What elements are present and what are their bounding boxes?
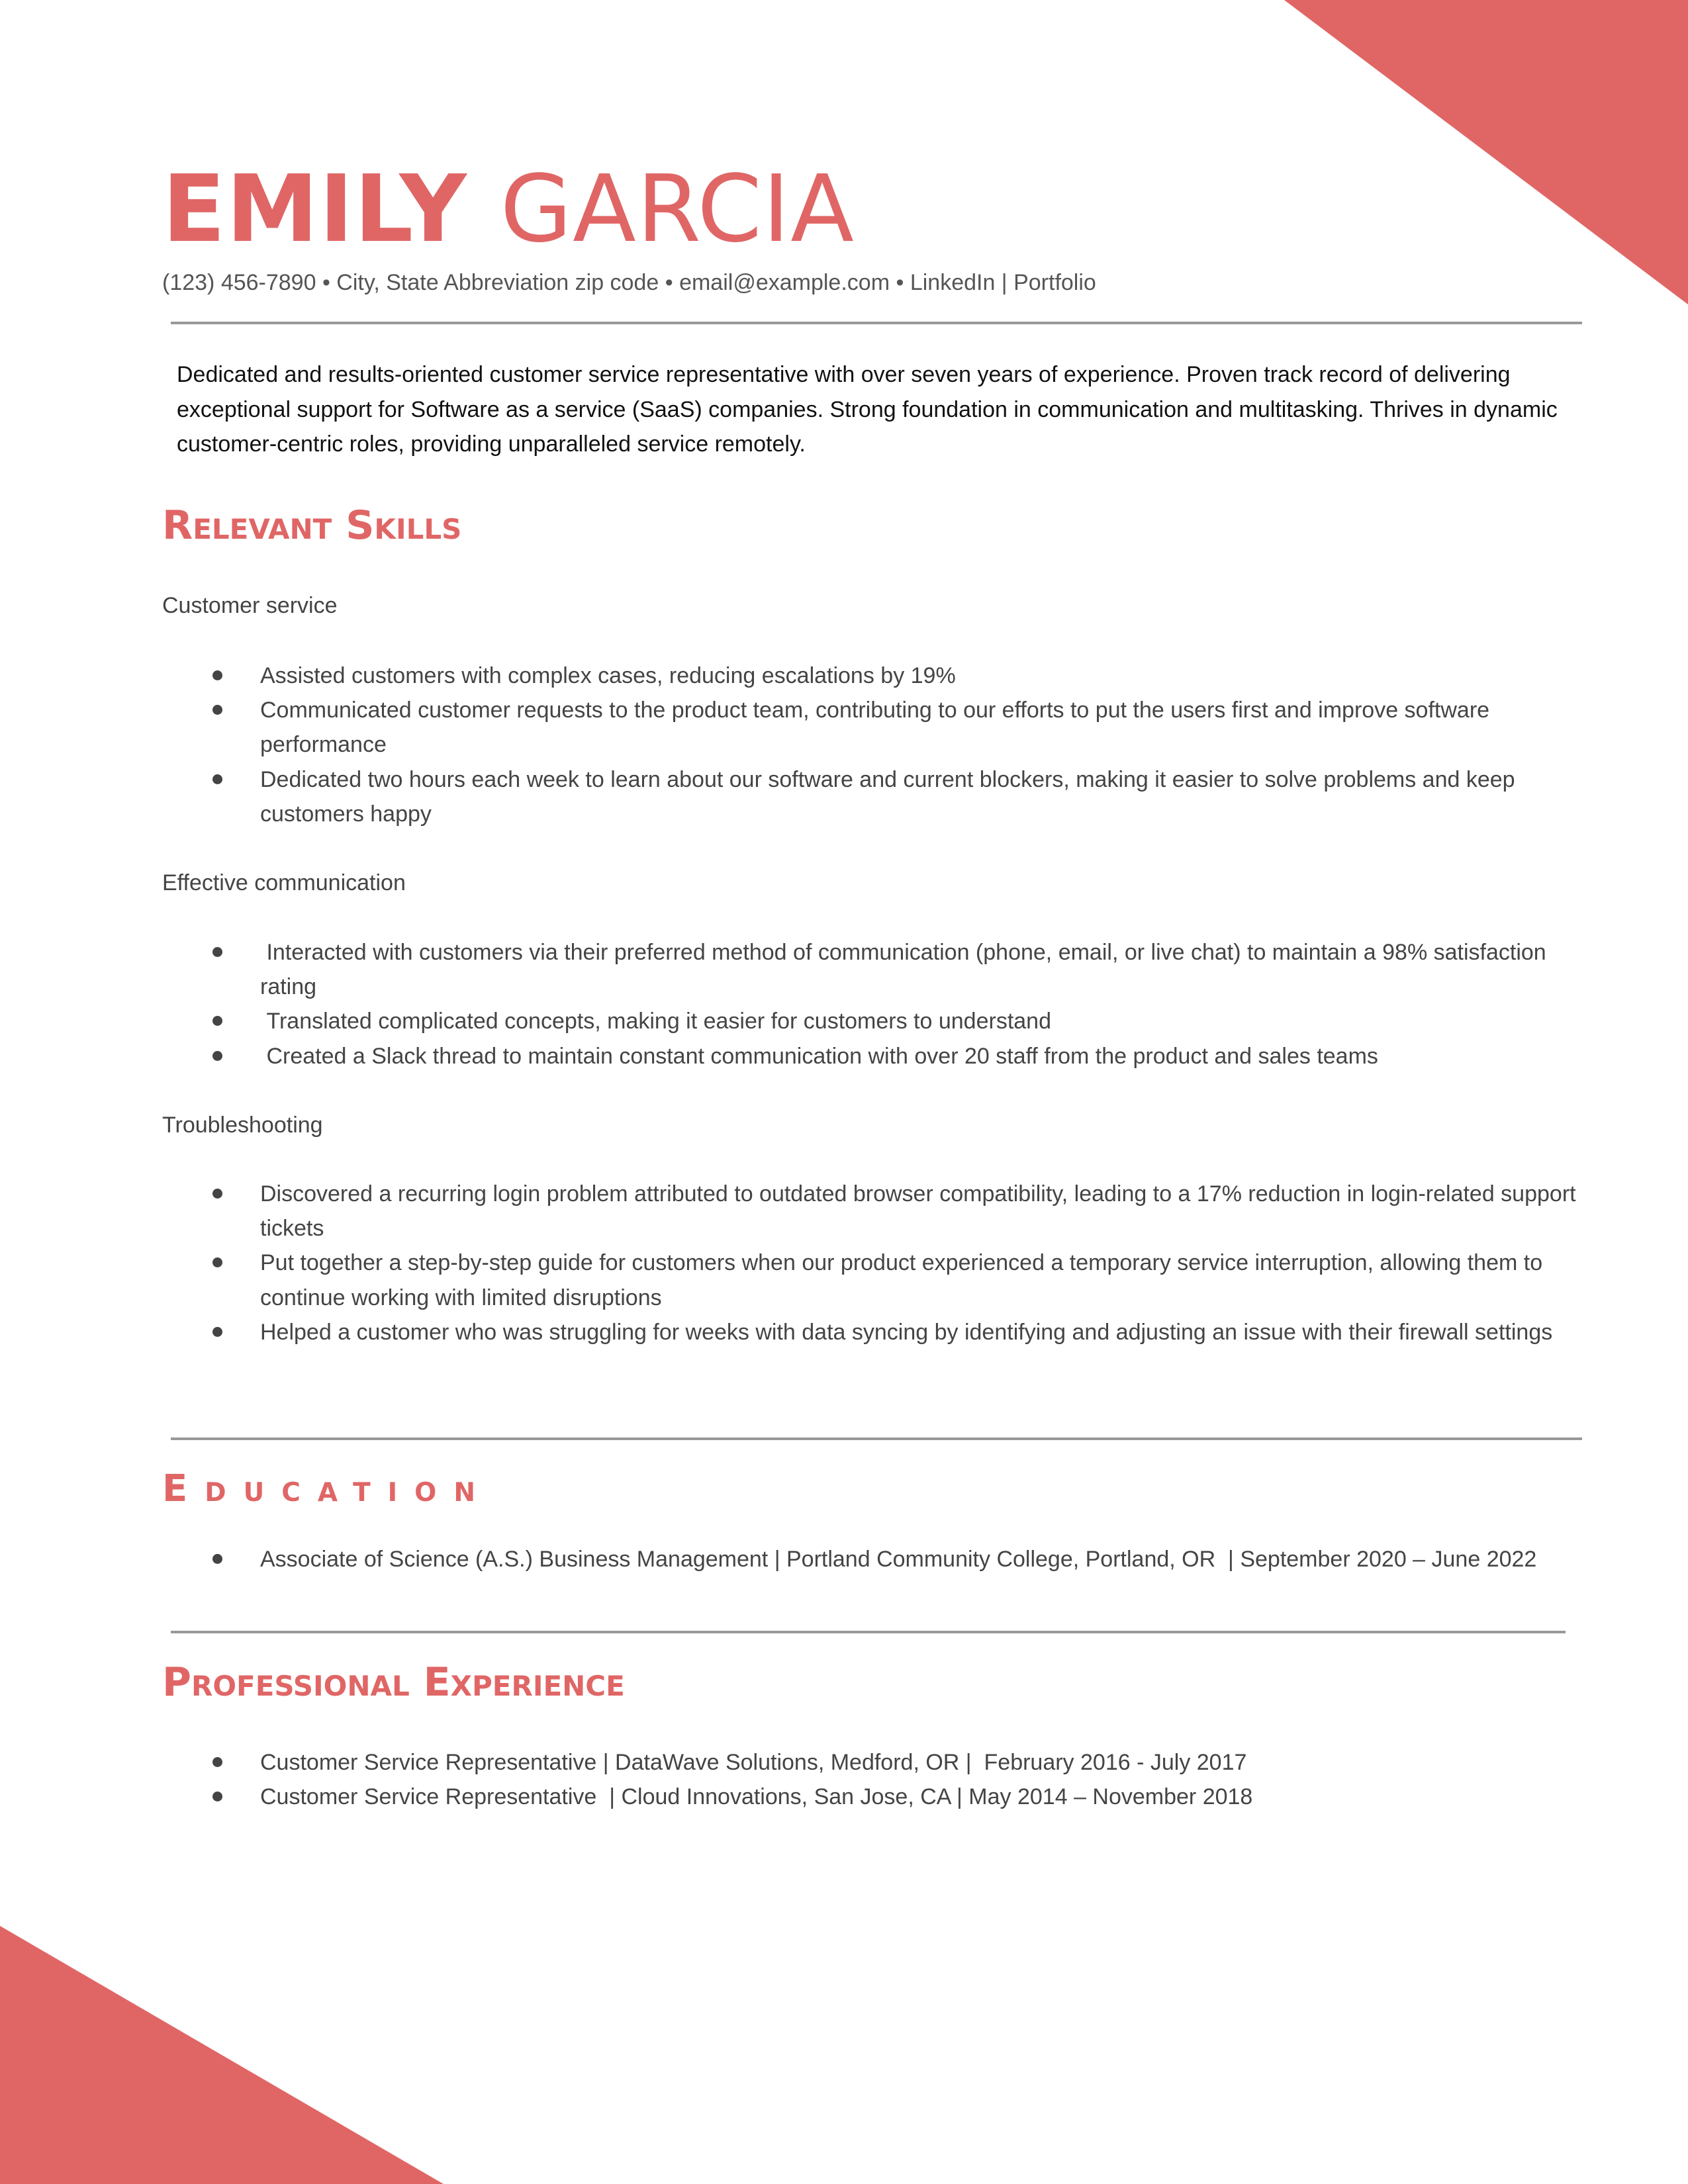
bullet-icon xyxy=(212,1757,222,1767)
corner-decoration-bottom-left xyxy=(0,1926,444,2184)
bullet-icon xyxy=(212,774,222,784)
skill-group-list xyxy=(162,659,1579,831)
list-item: Created a Slack thread to maintain constant communication with over 20 staff from the product and sales teams xyxy=(162,1039,1579,1073)
contact-line: (123) 456-7890 • City, State Abbreviation zip code • email@example.com • LinkedIn | Portfolio xyxy=(162,270,1096,295)
skill-group-title: Troubleshooting xyxy=(162,1113,323,1138)
bullet-icon xyxy=(212,1792,222,1801)
bullet-icon xyxy=(212,705,222,715)
list-item: Customer Service Representative | DataWave Solutions, Medford, OR | February 2016 - July 2017 xyxy=(162,1745,1579,1780)
skill-group-list xyxy=(162,935,1579,1073)
bullet-icon xyxy=(212,1051,222,1061)
list-item: Interacted with customers via their preferred method of communication (phone, email, or live chat) to maintain a 98% satisfaction rating xyxy=(162,935,1579,1004)
professional-summary: Dedicated and results-oriented customer service representative with over seven years of experience. Proven track record of delivering exceptional support for Software as a service (SaaS) companies. Strong foundation in communication and multitasking. Thrives in dynamic customer-centric roles, providing unparalleled service remotely. xyxy=(177,362,1558,457)
skill-group-list xyxy=(162,1177,1583,1349)
first-name: EMILY xyxy=(162,156,467,263)
education-section-title: Education xyxy=(162,1467,492,1510)
list-item: Associate of Science (A.S.) Business Management | Portland Community College, Portland, OR | September 2020 – June 2022 xyxy=(162,1542,1579,1576)
skill-group-title: Effective communication xyxy=(162,870,406,895)
section-divider xyxy=(171,1437,1582,1440)
list-item: Discovered a recurring login problem attributed to outdated browser compatibility, leading to a 17% reduction in login-related support tickets xyxy=(162,1177,1579,1246)
section-divider xyxy=(171,1631,1566,1633)
bullet-icon xyxy=(212,1016,222,1026)
experience-list xyxy=(162,1745,1579,1814)
skills-section-title: Relevant Skills xyxy=(162,502,462,549)
list-item: Assisted customers with complex cases, reducing escalations by 19% xyxy=(162,659,1579,693)
bullet-icon xyxy=(212,1554,222,1564)
education-list xyxy=(162,1542,1579,1576)
bullet-icon xyxy=(212,947,222,957)
list-item: Put together a step-by-step guide for customers when our product experienced a temporary service interruption, allowing them to continue working with limited disruptions xyxy=(162,1246,1579,1314)
list-item: Dedicated two hours each week to learn about our software and current blockers, making it easier to solve problems and keep customers happy xyxy=(162,762,1579,831)
list-item: Customer Service Representative | Cloud Innovations, San Jose, CA | May 2014 – November 2018 xyxy=(162,1780,1579,1814)
corner-decoration-top-right xyxy=(1284,0,1688,304)
header-divider xyxy=(171,322,1582,324)
bullet-icon xyxy=(212,670,222,680)
list-item: Communicated customer requests to the product team, contributing to our efforts to put the users first and improve software performance xyxy=(162,693,1579,762)
bullet-icon xyxy=(212,1189,222,1199)
experience-section-title: Professional Experience xyxy=(162,1659,625,1706)
last-name: GARCIA xyxy=(500,156,855,263)
bullet-icon xyxy=(212,1327,222,1337)
list-item: Translated complicated concepts, making it easier for customers to understand xyxy=(162,1004,1579,1038)
skill-group-title: Customer service xyxy=(162,593,338,618)
list-item: Helped a customer who was struggling for weeks with data syncing by identifying and adjusting an issue with their firewall settings xyxy=(162,1315,1579,1349)
bullet-icon xyxy=(212,1257,222,1267)
candidate-name xyxy=(162,154,855,266)
